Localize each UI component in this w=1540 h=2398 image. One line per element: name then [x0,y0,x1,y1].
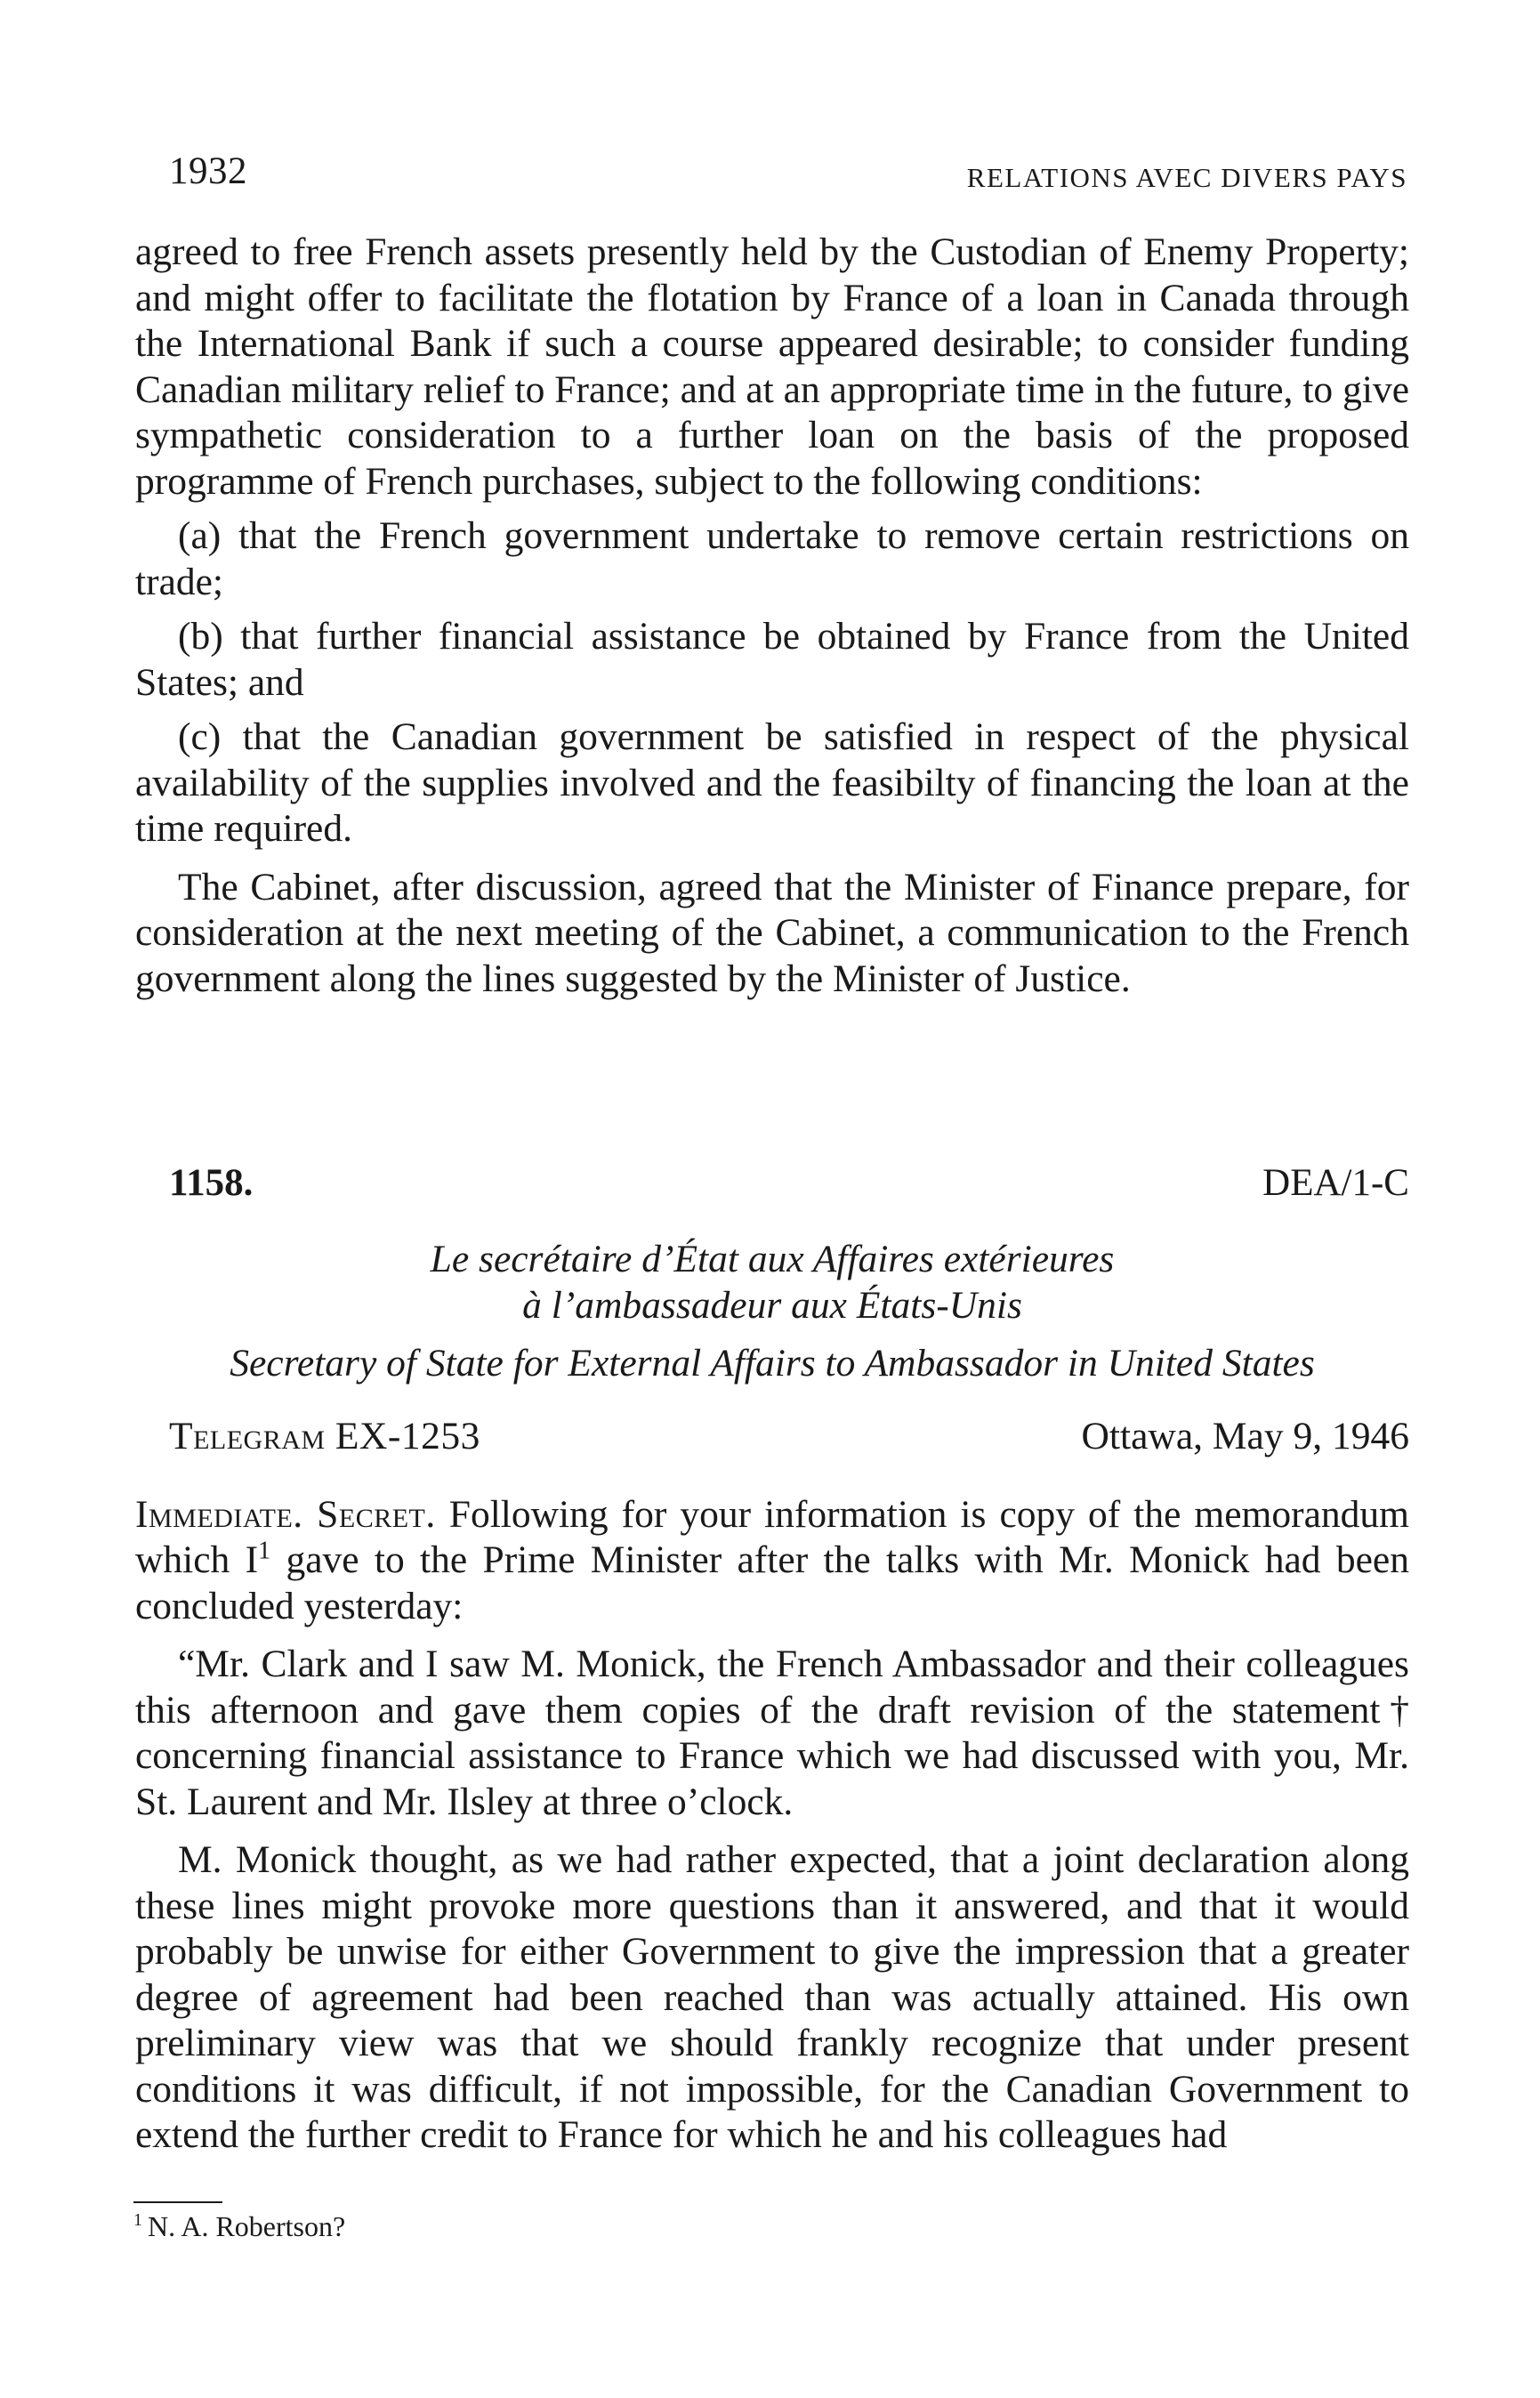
document-heading [169,1161,1409,1215]
intro-text-part1: Following for your information is copy of the memorandum which I [135,1492,1409,1581]
title-english: Secretary of State for External Affairs to Ambassador in United States [230,1342,1315,1385]
paragraph-monick: M. Monick thought, as we had rather expected, that a joint declaration along these lines might provoke more questions than it answered, and that it would probably be unwise for either Government to give the impression that a greater degree of agreement had been reached than was actually attained. His own preliminary view was that we should frankly recognize that under present conditions it was difficult, if not impossible, for the Canadian Government to extend the further credit to France for which he and his colleagues had [135,1838,1409,2156]
place-date: Ottawa, May 9, 1946 [1081,1414,1409,1457]
dagger-mark: † [1380,1688,1409,1732]
page-number: 1932 [169,150,247,192]
running-head: RELATIONS AVEC DIVERS PAYS [966,162,1407,193]
title-french-line2: à l’ambassadeur aux États-Unis [522,1283,1022,1327]
footnote [133,2208,345,2244]
intro-text-part2: gave to the Prime Minister after the talks with Mr. Monick had been concluded yesterday: [135,1538,1409,1627]
body-text [135,230,1409,1002]
paragraph-conditions-intro: agreed to free French assets presently held by the Custodian of Enemy Property; and might offer to facilitate the flotation by France of a loan in Canada through the International Bank if such a course appeared desirable; to consider funding Canadian military relief to France; and at an appropriate time in the future, to give sympathetic consideration to a further loan on the basis of the proposed programme of French purchases, subject to the following conditions: [135,230,1409,503]
document-reference: DEA/1-C [1262,1162,1409,1204]
document-number: 1158. [169,1162,254,1204]
footnote-reference: 1 [258,1537,271,1565]
classification: Immediate. Secret. [135,1492,436,1536]
footnote-text: N. A. Robertson? [148,2210,346,2242]
condition-a: (a) that the French government undertake to remove certain restrictions on trade; [135,514,1409,603]
condition-b: (b) that further financial assistance be obtained by France from the United States; and [135,615,1409,704]
telegram-id: Telegram EX-1253 [169,1414,480,1457]
document-block [135,1237,1409,2159]
telegram-intro [135,1492,1409,1630]
condition-c: (c) that the Canadian government be satisfied in respect of the physical availability of the supplies involved and the feasibilty of financing the loan at the time required. [135,715,1409,850]
paragraph-cabinet-decision: The Cabinet, after discussion, agreed that the Minister of Finance prepare, for consideration at the next meeting of the Cabinet, a communication to the French government along the lines suggested by the Minister of Justice. [135,865,1409,1000]
title-french-line1: Le secrétaire d’État aux Affaires extérieures [430,1238,1115,1280]
footnote-mark: 1 [133,2210,142,2231]
memorandum-quote [135,1642,1409,1825]
quote-text-part2: concerning financial assistance to France which we had discussed with you, Mr. St. Laurent and Mr. Ilsley at three o’clock. [135,1734,1409,1823]
page-header [169,149,1407,203]
telegram-line [135,1414,1409,1460]
quote-text-part1: “Mr. Clark and I saw M. Monick, the French Ambassador and their colleagues this afternoon and gave them copies of the draft revision of the statement [135,1643,1409,1732]
footnote-divider [133,2201,222,2203]
